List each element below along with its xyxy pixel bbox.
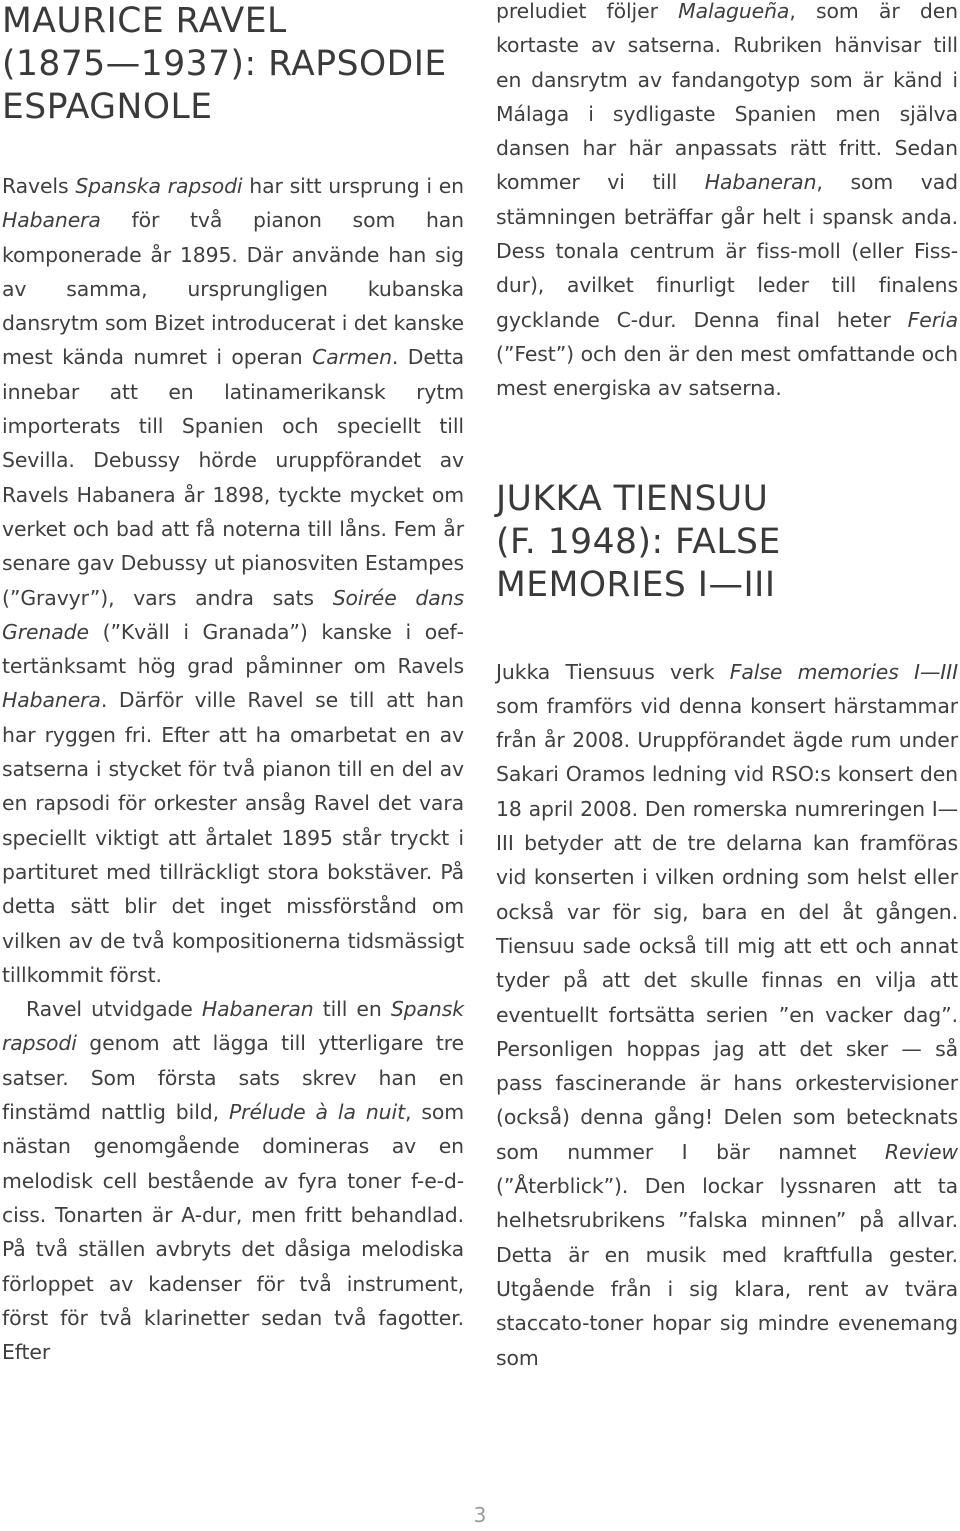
italic-run: Carmen — [312, 345, 392, 370]
italic-run: Habaneran — [704, 170, 817, 195]
italic-run: Prélude à la nuit — [228, 1100, 405, 1125]
ravel-heading — [2, 0, 464, 129]
italic-run: Feria — [907, 307, 958, 332]
italic-run: Spanska rapsodi — [75, 174, 243, 198]
left-column — [2, 0, 464, 1369]
italic-run: Spansk rapsodi — [2, 997, 464, 1056]
italic-run: Malagueña — [678, 0, 790, 23]
ravel-heading-line-2: (1875—1937): RAPSODIE — [2, 44, 447, 84]
italic-run: Review — [884, 1139, 958, 1164]
right-column — [496, 0, 958, 1375]
italic-run: Habaneran — [201, 997, 314, 1022]
italic-run: False memories I—III — [729, 659, 958, 684]
tiensuu-heading — [496, 478, 958, 607]
ravel-heading-line-1: MAURICE RAVEL — [2, 1, 287, 41]
tiensuu-paragraph-1: Jukka Tiensuus verk False memories I—III som framförs vid denna konsert härstammar från år 2008. Uruppförandet ägde rum under Sakari Oramos ledning vid RSO:s konsert den 18 april 2008. Den romerska numreringen I—III betyder att de tre delarna kan framföras vid konserten i vilken ordning som helst eller också var för sig, bara en del åt gången. Tiensuu sade också till mig att ett och annat tyder på att det skulle finnas en vilja att eventuellt fortsätta serien ”en vacker dag”. Personligen hoppas jag att det sker — så pass fascinerande är hans orkestervisioner (också) denna gång! Delen som betecknats som nummer I bär namnet Review (”Återblick”). Den lockar lyssnaren att ta helhetsrubrikens ”falska minnen” på allvar. Detta är en musik med kraftfulla gester. Utgående från i sig klara, rent av tvära staccato-toner hopar sig mindre evenemang som — [496, 659, 958, 1370]
tiensuu-heading-line-2: (F. 1948): FALSE — [496, 521, 781, 562]
italic-run: Habanera — [2, 208, 101, 233]
ravel-heading-line-3: ESPAGNOLE — [2, 87, 213, 127]
ravel-paragraph-2: Ravel utvidgade Habaneran till en Spansk rapsodi genom att lägga till ytterligare tre satser. Som första sats skrev han en finstämd nattlig bild, Prélude à la nuit, som nästan genomgående domineras av en melodisk cell bestående av fyra toner f-e-d-ciss. Tonarten är A-dur, men fritt behandlad. På två ställen avbryts det dåsiga melodiska förloppet av kadenser för två instrument, först för två klarinetter sedan två fagotter. Efter — [2, 997, 464, 1365]
italic-run: Soirée dans Grenade — [2, 585, 464, 644]
tiensuu-heading-line-1: JUKKA TIENSUU — [496, 478, 769, 519]
italic-run: Habanera — [2, 688, 101, 713]
ravel-continuation-paragraph: preludiet följer Malagueña, som är den kortaste av satserna. Rubriken hänvisar till en dansrytm av fandangotyp som är känd i Málaga i sydligaste Spanien men själva dansen har här anpassats rätt fritt. Sedan kommer vi till Habaneran, som vad stämningen beträffar går helt i spansk anda. Dess tonala centrum är fiss-moll (eller Fiss-dur), avilket finurligt leder till finalens gycklande C-dur. Denna final heter Feria (”Fest”) och den är den mest omfattande och mest energiska av satserna. — [496, 0, 958, 401]
page-number: 3 — [473, 1503, 487, 1527]
ravel-paragraph-1: Ravels Spanska rapsodi har sitt ursprung i en Habanera för två pianon som han komponerade år 1895. Där använde han sig av samma, ursprungligen kubanska dansrytm som Bizet introducerat i det kanske mest kända numret i operan Carmen. Detta innebar att en latinamerikansk rytm importerats till Spanien och speciellt till Sevilla. Debussy hörde uruppförandet av Ravels Habanera år 1898, tyckte mycket om verket och bad att få noterna till låns. Fem år senare gav Debussy ut pianosviten Estampes (”Gravyr”), vars andra sats Soirée dans Grenade (”Kväll i Granada”) kanske i oeftertänksamt hög grad påminner om Ravels Habanera. Därför ville Ravel se till att han har ryggen fri. Efter att ha omarbetat en av satserna i stycket för två pianon till en del av en rapsodi för orkester ansåg Ravel det vara speciellt viktigt att årtalet 1895 står tryckt i partituret med tillräckligt stora bokstäver. På detta sätt blir det inget missförstånd om vilken av de två kompositionerna tidsmässigt tillkommit först. — [2, 174, 464, 987]
tiensuu-heading-line-3: MEMORIES I—III — [496, 564, 776, 605]
